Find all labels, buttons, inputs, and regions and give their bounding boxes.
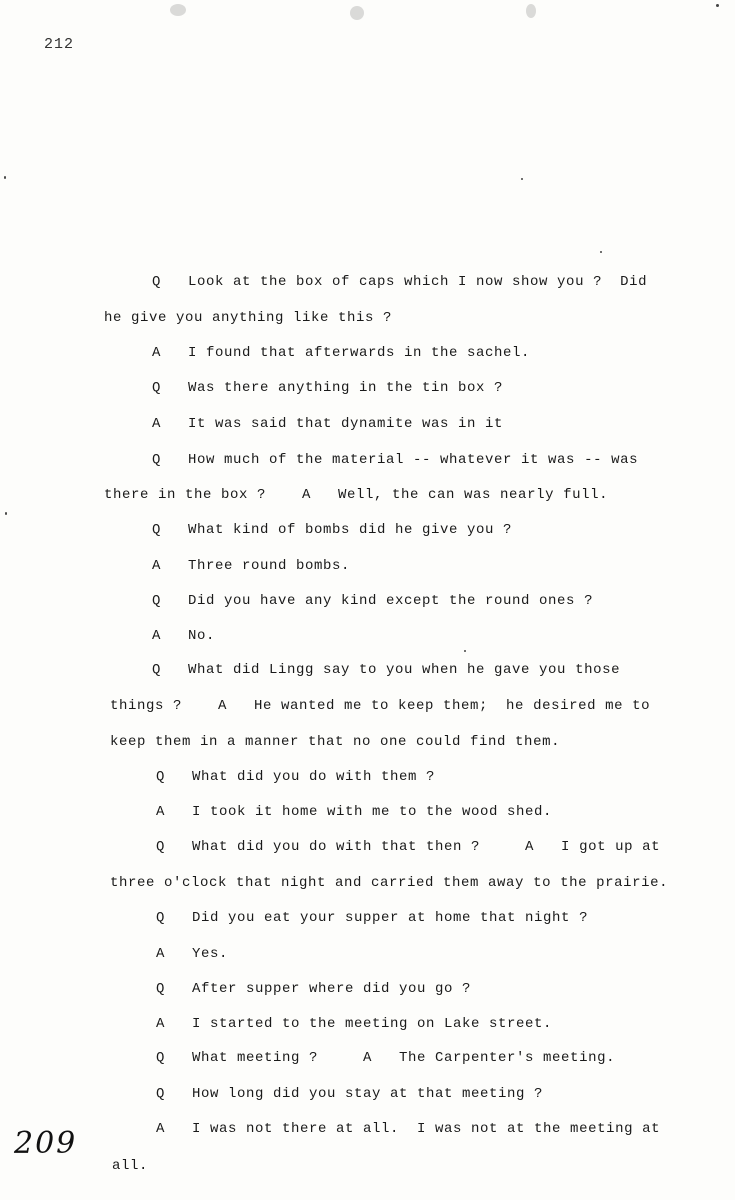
transcript-line: A Yes. bbox=[156, 946, 229, 962]
ink-speck bbox=[5, 512, 7, 515]
top-smudge bbox=[526, 4, 536, 18]
transcript-line: Q What meeting ? A The Carpenter's meeting. bbox=[156, 1050, 616, 1066]
transcript-line: Q What kind of bombs did he give you ? bbox=[152, 522, 513, 538]
transcript-line: A It was said that dynamite was in it bbox=[152, 416, 504, 432]
ink-speck bbox=[464, 650, 466, 652]
transcript-line: Q After supper where did you go ? bbox=[156, 981, 472, 997]
transcript-line: three o'clock that night and carried them away to the prairie. bbox=[110, 875, 669, 891]
transcript-line: Q What did you do with that then ? A I got up at bbox=[156, 839, 661, 855]
transcript-line: A I found that afterwards in the sachel. bbox=[152, 345, 531, 361]
ink-speck bbox=[4, 176, 6, 179]
transcript-line: A I took it home with me to the wood shed. bbox=[156, 804, 553, 820]
handwritten-page-number: 209 bbox=[14, 1126, 78, 1161]
transcript-line: Q Did you eat your supper at home that night ? bbox=[156, 910, 589, 926]
transcript-line: A I started to the meeting on Lake street. bbox=[156, 1016, 553, 1032]
transcript-line: there in the box ? A Well, the can was nearly full. bbox=[104, 487, 609, 503]
transcript-line: Q Did you have any kind except the round ones ? bbox=[152, 593, 594, 609]
transcript-line: Q How long did you stay at that meeting ? bbox=[156, 1086, 544, 1102]
transcript-line: Q Was there anything in the tin box ? bbox=[152, 380, 504, 396]
top-smudge bbox=[170, 4, 186, 16]
transcript-line: A No. bbox=[152, 628, 216, 644]
ink-speck bbox=[521, 178, 523, 180]
transcript-line: Q How much of the material -- whatever it was -- was bbox=[152, 452, 639, 468]
transcript-line: A Three round bombs. bbox=[152, 558, 351, 574]
transcript-line: Q Look at the box of caps which I now show you ? Did bbox=[152, 274, 648, 290]
transcript-line: Q What did you do with them ? bbox=[156, 769, 436, 785]
transcript-line: A I was not there at all. I was not at the meeting at bbox=[156, 1121, 661, 1137]
ink-speck bbox=[716, 4, 719, 7]
top-smudge bbox=[350, 6, 364, 20]
transcript-line: he give you anything like this ? bbox=[104, 310, 393, 326]
page-number: 212 bbox=[44, 36, 75, 53]
transcript-line: Q What did Lingg say to you when he gave you those bbox=[152, 662, 621, 678]
ink-speck bbox=[600, 251, 602, 253]
transcript-line: things ? A He wanted me to keep them; he desired me to bbox=[110, 698, 651, 714]
transcript-line: keep them in a manner that no one could find them. bbox=[110, 734, 561, 750]
transcript-line: all. bbox=[112, 1158, 149, 1174]
